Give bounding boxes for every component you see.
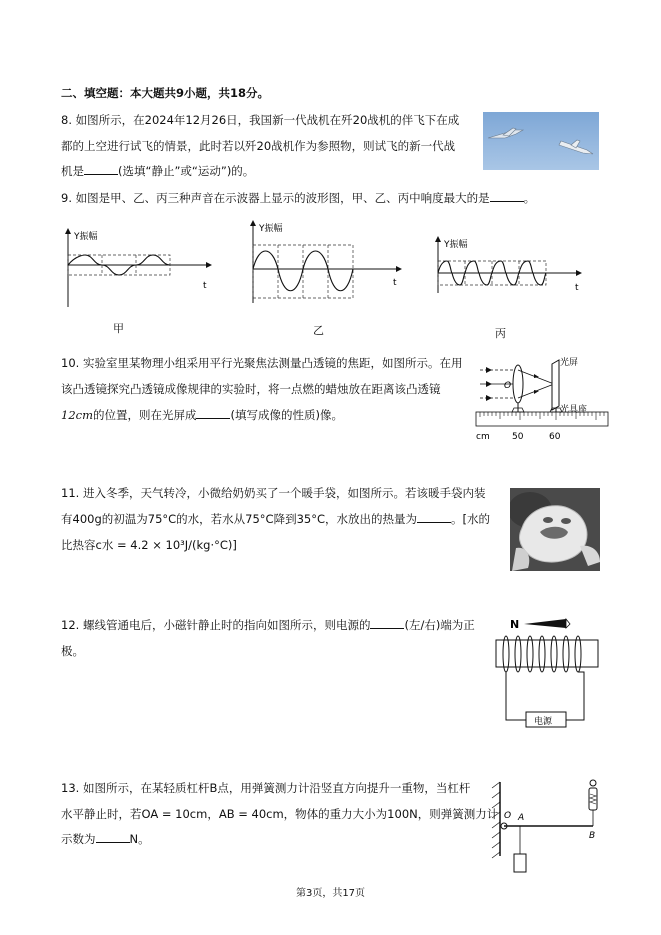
- caption-jia: 甲: [113, 322, 124, 335]
- point-o-label: O: [504, 811, 512, 821]
- weight-block: [514, 854, 526, 872]
- q8-answer-blank[interactable]: [84, 163, 118, 175]
- page-footer: 第3页，共17页: [295, 888, 366, 899]
- lens-bench-figure: [472, 354, 612, 446]
- caption-yi: 乙: [313, 324, 324, 337]
- q13-text: 示数为: [61, 832, 96, 846]
- q10-text-end: (填写成像的性质)像。: [230, 408, 343, 422]
- waveform-bing: [430, 233, 590, 318]
- q12-line2: 极。: [61, 644, 84, 658]
- q9-answer-blank[interactable]: [490, 190, 524, 202]
- bing-axis-y: Y振幅: [444, 240, 468, 250]
- unit-label: cm: [476, 432, 490, 442]
- q11-text: 有400g的初温为75°C的水，若水从75°C降到35°C，水放出的热量为: [61, 512, 417, 526]
- north-label: N: [510, 618, 520, 631]
- screen-label: 光屏: [560, 358, 579, 368]
- q13-answer-blank[interactable]: [96, 831, 130, 843]
- waveform-yi: [245, 217, 410, 307]
- light-screen-icon: [552, 360, 559, 410]
- q11-answer-blank[interactable]: [417, 511, 451, 523]
- q11-line3: 比热容c水 = 4.2 × 10³J/(kg·°C)]: [61, 538, 237, 552]
- q12-line1: [61, 617, 475, 633]
- q10-line2: 该凸透镜探究凸透镜成像规律的实验时，将一点燃的蜡烛放在距离该凸透镜: [61, 382, 441, 396]
- power-source-label: 电源: [534, 717, 553, 727]
- q10-distance: 12cm: [61, 408, 93, 422]
- bench-label: 光具座: [560, 405, 588, 415]
- solenoid-core: [496, 640, 598, 667]
- q13-line3: [61, 831, 150, 847]
- q9-line1: [61, 190, 535, 206]
- q9-text-end: 。: [523, 191, 536, 205]
- q10-answer-blank[interactable]: [196, 407, 230, 419]
- q8-line3: [61, 163, 254, 179]
- waveform-jia: [60, 225, 220, 315]
- q10-line1: 10. 实验室里某物理小组采用平行光聚焦法测量凸透镜的焦距，如图所示。在用: [61, 356, 463, 370]
- q8-line1: 8. 如图所示，在2024年12月26日，我国新一代战机在歼20战机的伴飞下在成: [61, 113, 460, 127]
- q8-line3-start: 机是: [61, 164, 84, 178]
- q8-line2: 都的上空进行试飞的情景，此时若以歼20战机作为参照物，则试飞的新一代战: [61, 139, 456, 153]
- q13-line1: 13. 如图所示，在某轻质杠杆B点，用弹簧测力计沿竖直方向提升一重物，当杠杆: [61, 781, 471, 795]
- q11-line2: [61, 511, 490, 527]
- yi-axis-y: Y振幅: [259, 224, 283, 234]
- solenoid-figure: [490, 612, 605, 732]
- bing-axis-t: t: [575, 283, 579, 293]
- q13-text-end: N。: [129, 832, 150, 846]
- tick-50-label: 50: [512, 432, 524, 442]
- q12-text-end: (左/右)端为正: [404, 618, 475, 632]
- q13-line2: 水平静止时，若OA = 10cm，AB = 40cm，物体的重力大小为100N，则弹簧测力计: [61, 807, 499, 821]
- jia-axis-t: t: [203, 281, 207, 291]
- q10-text-mid: 的位置，则在光屏成: [92, 408, 197, 422]
- yi-axis-t: t: [393, 278, 397, 288]
- jets-photo: [483, 112, 599, 170]
- caption-bing: 丙: [495, 327, 506, 340]
- point-a-label: A: [518, 813, 525, 823]
- compass-needle-icon: [524, 619, 566, 628]
- hand-warmer-photo: [510, 488, 600, 571]
- q9-text: 9. 如图是甲、乙、丙三种声音在示波器上显示的波形图，甲、乙、丙中响度最大的是: [61, 191, 490, 205]
- focus-label: O: [504, 381, 512, 391]
- lever-figure: [490, 774, 605, 879]
- q11-text-end: 。[水的: [451, 512, 490, 526]
- q12-answer-blank[interactable]: [370, 617, 404, 629]
- point-b-label: B: [589, 831, 596, 841]
- q11-line1: 11. 进入冬季，天气转冷，小微给奶奶买了一个暖手袋，如图所示。若该暖手袋内装: [61, 486, 486, 500]
- q12-text: 12. 螺线管通电后，小磁针静止时的指向如图所示，则电源的: [61, 618, 371, 632]
- jia-axis-y: Y振幅: [74, 232, 98, 242]
- section-title: 二、填空题：本大题共9小题，共18分。: [61, 86, 270, 100]
- q10-line3: [61, 407, 343, 423]
- tick-60-label: 60: [549, 432, 561, 442]
- convex-lens-icon: [513, 365, 523, 403]
- q8-line3-end: (选填“静止”或“运动”)的。: [118, 164, 255, 178]
